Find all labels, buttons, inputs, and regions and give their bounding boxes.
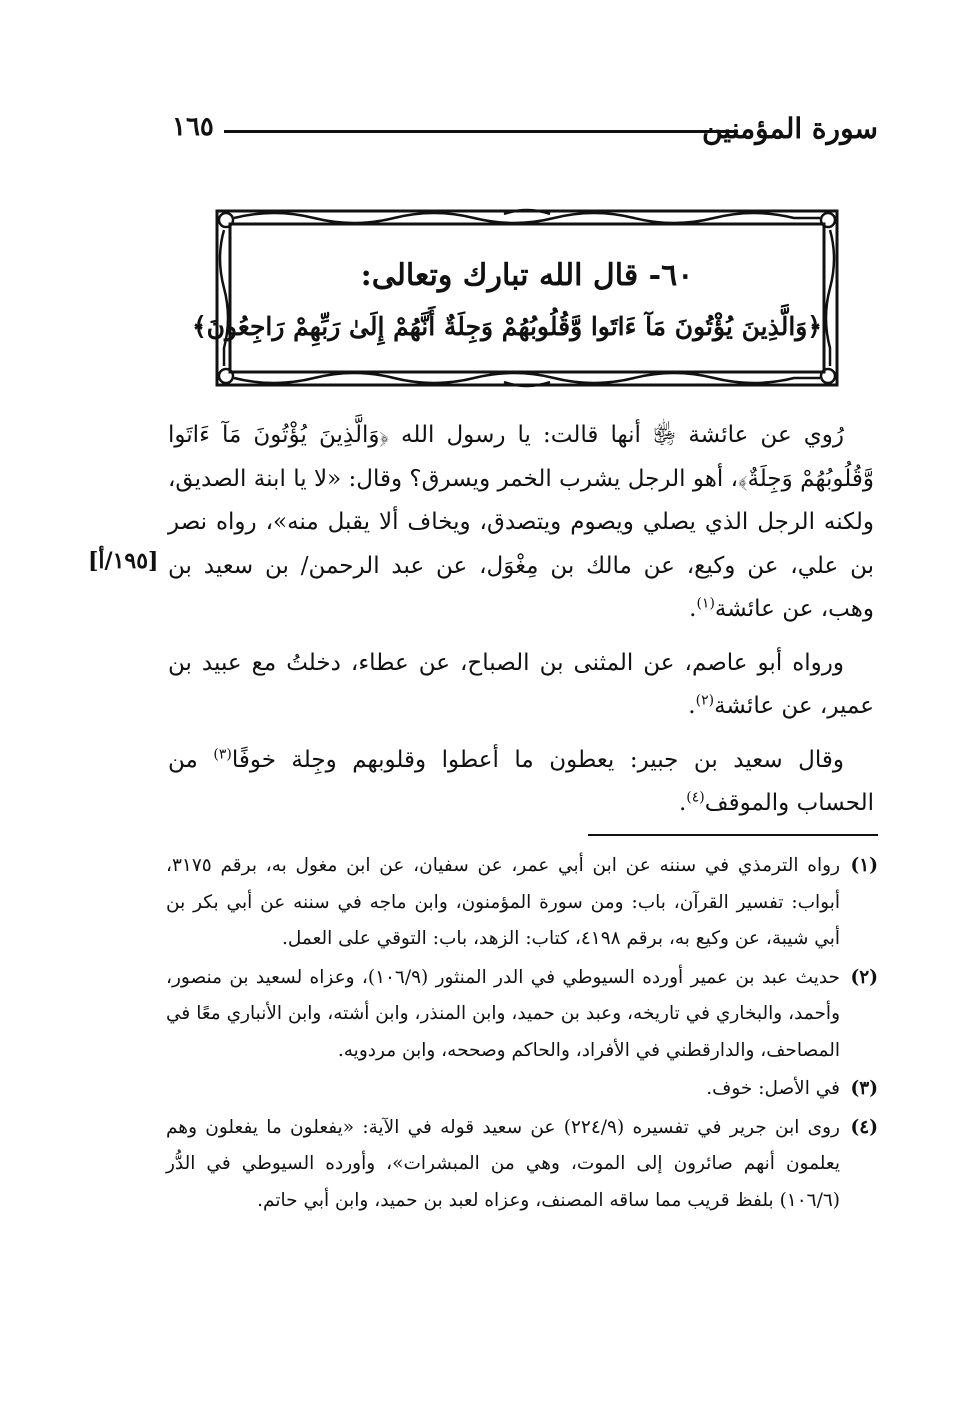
paragraph	[168, 739, 874, 826]
main-text	[168, 414, 874, 836]
paragraph	[168, 642, 874, 729]
paragraph-text: من الحساب والموقف	[168, 746, 874, 816]
footnote-text: في الأصل: خوف.	[706, 1078, 840, 1099]
footnote-text: حديث عبد بن عمير أورده السيوطي في الدر المنثور (١٠٦/٩)، وعزاه لسعيد بن منصور، وأحمد، والبخاري في تاريخه، وعبد بن حميد، وابن المنذر، وابن أشته، وابن الأنباري معًا في المصاحف، والدارقطني في الأفراد، والحاكم وصححه، وابن مردويه.	[166, 966, 840, 1061]
footnote-text: روى ابن جرير في تفسيره (٢٢٤/٩) عن سعيد قوله في الآية: «يفعلون ما يفعلون وهم يعلمون أنهم صائرون إلى الموت، وهي من المبشرات»، وأورده السيوطي في الدُّر (١٠٦/٦) بلفظ قريب مما ساقه المصنف، وعزاه لعبد بن حميد، وابن أبي حاتم.	[166, 1116, 840, 1211]
frame-border	[191, 208, 840, 388]
quran-verse: ﴿وَالَّذِينَ يُؤْتُونَ مَآ ءَاتَوا وَّقُلُوبُهُمْ وَجِلَةٌ أَنَّهُمْ إِلَىٰ رَبِّهِمْ رَاجِعُونَ﴾	[191, 312, 822, 341]
paragraph-end: .	[678, 790, 687, 816]
footnotes	[166, 848, 878, 1221]
footnote-number: (٤)	[850, 1116, 878, 1138]
running-header	[172, 112, 878, 148]
footnote	[166, 1110, 878, 1220]
paragraph	[168, 414, 874, 632]
surah-title: سورة المؤمنين	[701, 112, 878, 145]
paragraph-text: ورواه أبو عاصم، عن المثنى بن الصباح، عن عطاء، دخلتُ مع عبيد بن عمير، عن عائشة	[168, 649, 874, 719]
footnote-number: (٣)	[850, 1078, 878, 1099]
footnote	[166, 960, 878, 1070]
footnote-ref: (٤)	[686, 789, 705, 806]
footnote-ref: (١)	[696, 595, 715, 612]
paragraph-end: .	[688, 693, 696, 719]
paragraph-text: رُوي عن عائشة ﵂ أنها قالت: يا رسول الله ﴿وَالَّذِينَ يُؤْتُونَ مَآ ءَاتَوا وَّقُلُوبُهُمْ وَجِلَةٌ﴾، أهو الرجل يشرب الخمر ويسرق؟ وقال: «لا يا ابنة الصديق، ولكنه الرجل الذي يصلي ويصوم ويتصدق، ويخاف ألا يقبل منه»، رواه نصر بن علي، عن وكيع، عن مالك بن مِغْوَل، عن عبد الرحمن/ بن سعيد بن وهب، عن عائشة	[168, 422, 874, 622]
footnote-ref: (٣)	[213, 745, 232, 762]
footnote-number: (١)	[850, 855, 878, 876]
footnote-number: (٢)	[850, 966, 878, 988]
footnote	[166, 1071, 878, 1108]
ornamental-frame	[191, 208, 840, 388]
footnote	[166, 848, 878, 958]
footnote-separator	[588, 834, 878, 836]
header-rule	[224, 130, 738, 133]
hadith-heading: ٦٠- قال الله تبارك وتعالى:	[360, 258, 694, 293]
footnote-text: رواه الترمذي في سننه عن ابن أبي عمر، عن سفيان، عن ابن مغول به، برقم ٣١٧٥، أبواب: تفسير القرآن، باب: ومن سورة المؤمنون، وابن ماجه في سننه عن أبي بكر بن أبي شيبة، عن وكيع به، برقم ٤١٩٨، كتاب: الزهد، باب: التوقي على العمل.	[166, 855, 840, 949]
paragraph-end: .	[689, 596, 697, 622]
paragraph-text: وقال سعيد بن جبير: يعطون ما أعطوا وقلوبهم وجِلة خوفًا	[231, 746, 845, 773]
page-number: ١٦٥	[172, 112, 214, 142]
manuscript-folio-ref: [١٩٥/أ]	[88, 548, 159, 574]
footnote-ref: (٢)	[695, 692, 715, 709]
